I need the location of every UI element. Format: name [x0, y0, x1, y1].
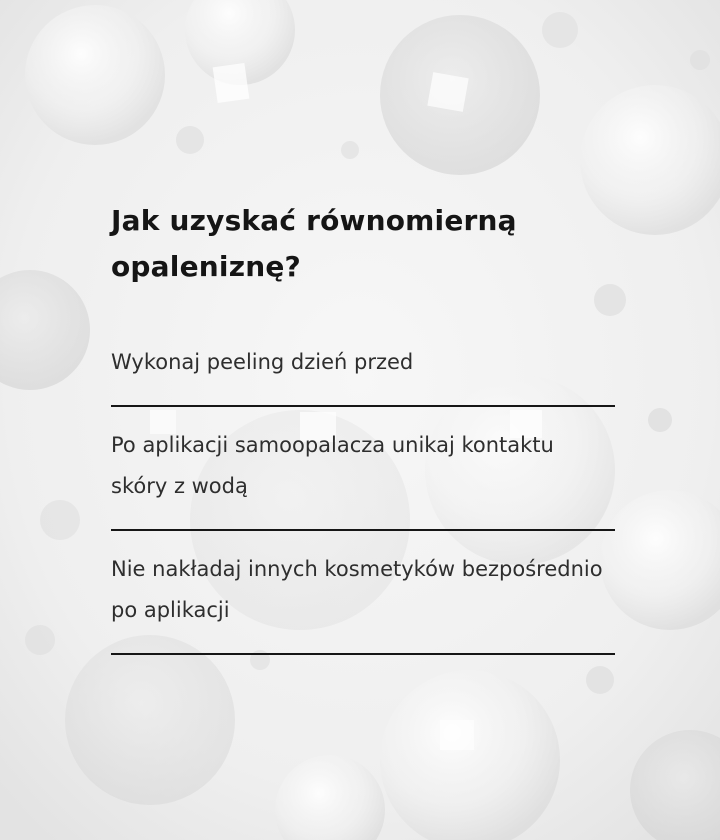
tip-item	[111, 342, 615, 407]
tip-text: Po aplikacji samoopalacza unikaj kontaktu skóry z wodą	[111, 433, 554, 498]
tip-item	[111, 549, 615, 655]
tan-tips-card	[111, 198, 615, 673]
tip-text: Nie nakładaj innych kosmetyków bezpośrednio po aplikacji	[111, 557, 603, 622]
tips-list	[111, 342, 615, 655]
page-title: Jak uzyskać równomierną opaleniznę?	[111, 204, 517, 283]
tip-item	[111, 425, 615, 531]
tip-text: Wykonaj peeling dzień przed	[111, 350, 414, 374]
